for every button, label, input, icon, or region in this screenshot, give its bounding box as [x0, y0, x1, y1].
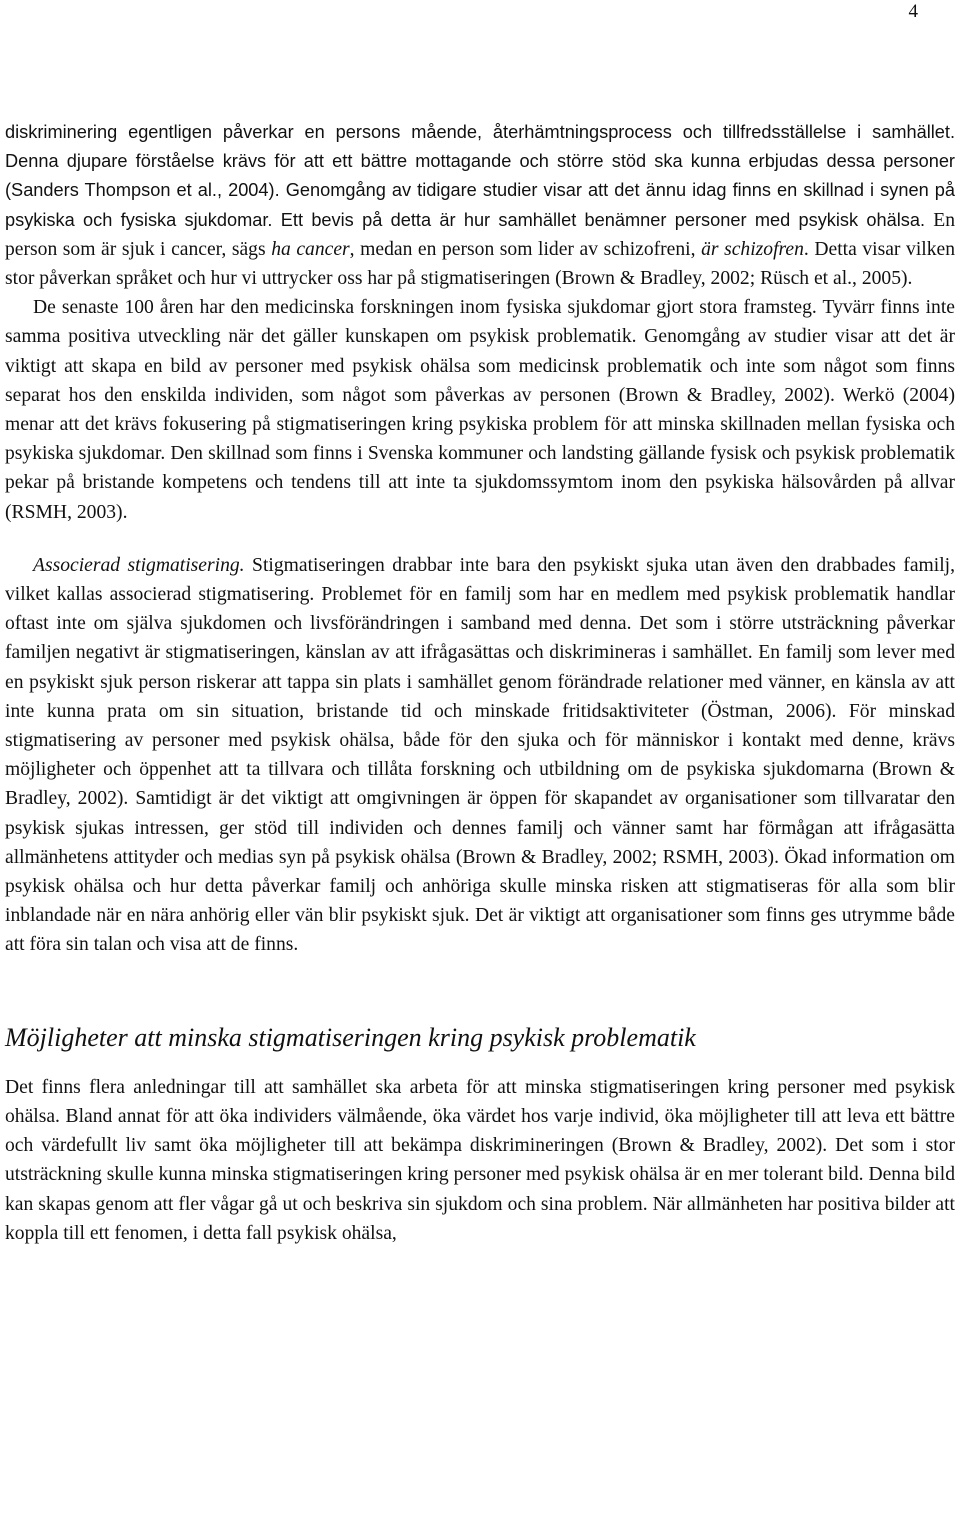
paragraph-text: En person som är sjuk i cancer, sägs [5, 209, 955, 260]
section-heading: Möjligheter att minska stigmatiseringen kring psykisk problematik [5, 1022, 696, 1052]
paragraph-text: diskriminering egentligen påverkar en persons mående, återhämtningsprocess och tillfredsställelse i samhället. Denna djupare förståelse krävs för att ett bättre mottagande och större stöd ska kunna erbjudas dessa personer (Sanders Thompson et al., 2004). Genomgång av tidigare studier visar att det ännu idag finns en skillnad i synen på psykiska och fysiska sjukdomar. Ett bevis på detta är hur samhället benämner personer med psykisk ohälsa. [5, 122, 955, 230]
document-body [5, 118, 955, 1248]
emphasis-text: ha cancer [271, 238, 350, 260]
paragraph-reduce-stigma: Det finns flera anledningar till att samhället ska arbeta för att minska stigmatiseringen kring personer med psykisk ohälsa. Bland annat för att öka individers välmående, öka värdet hos varje individ, öka möjligheter till att leva ett bättre och värdefullt liv samt öka möjligheter till att bekämpa diskrimineringen (Brown & Bradley, 2002). Det som i stor utsträckning skulle kunna minska stigmatiseringen kring personer med psykisk ohälsa är en mer tolerant bild. Denna bild kan skapas genom att fler vågar gå ut och beskriva sin sjukdom och sina problem. När allmänheten har positiva bilder att koppla till ett fenomen, i detta fall psykisk ohälsa, [5, 1076, 955, 1244]
paragraph-text: , medan en person som lider av schizofreni, [349, 238, 702, 260]
subsection-title: Associerad stigmatisering. [33, 554, 245, 576]
paragraph-text: . Detta visar vilken stor påverkan språket och hur vi uttrycker oss har på stigmatiseringen (Brown & Bradley, 2002; Rüsch et al., 2005). [5, 238, 956, 290]
paragraph-medical-research: De senaste 100 åren har den medicinska forskningen inom fysiska sjukdomar gjort stora framsteg. Tyvärr finns inte samma positiva utveckling när det gäller kunskapen om psykisk problematik. Genomgång av studier visar att det är viktigt att skapa en bild av personer med psykisk ohälsa som medicinsk problematik och inte som något som finns separat hos den enskilda individen, som något som påverkas av personen (Brown & Bradley, 2002). Werkö (2004) menar att det krävs fokusering på stigmatiseringen kring psykiska problem för att minska skillnaden mellan fysiska och psykiska sjukdomar. Den skillnad som finns i Svenska kommuner och landsting gällande fysisk och psykisk problematik pekar på bristande kompetens och tendens till att inte ta sjukdomssymtom inom den psykiska hälsovården på allvar (RSMH, 2003). [5, 297, 955, 523]
emphasis-text: är schizofren [701, 238, 804, 260]
paragraph-associated-stigma [5, 551, 955, 960]
paragraph-text: Stigmatiseringen drabbar inte bara den psykiskt sjuka utan även den drabbades familj, vilket kallas associerad stigmatisering. Problemet för en familj som har en medlem med psykisk problematik handlar oftast inte om själva sjukdomen och livsförändringen i samband med denna. Det som i större utsträckning påverkar familjen negativt är stigmatiseringen, känslan av att ifrågasättas och diskrimineras i samhället. En familj som lever med en psykiskt sjuk person riskerar att tappa sin plats i samhället genom förändrade relationer med vänner, en känsla av att inte kunna prata om sin situation, bristande tid och minskade fritidsaktiviteter (Östman, 2006). För minskad stigmatisering av personer med psykisk ohälsa, både för den sjuka och för människor i kontakt med denne, krävs möjligheter och öppenhet att ta tillvara och tillåta forskning och utbildning om de psykiska sjukdomarna (Brown & Bradley, 2002). Samtidigt är det viktigt att omgivningen är öppen för skapandet av organisationer som tillvaratar den psykisk sjukas intressen, ger stöd till individen och dennes familj och vänner samt har förmågan att ifrågasätta allmänhetens attityder och medias syn på psykisk ohälsa (Brown & Bradley, 2002; RSMH, 2003). Ökad information om psykisk ohälsa och hur detta påverkar familj och anhöriga skulle minska risken att stigmatiseras för alla som blir inblandade när en nära anhörig eller vän blir psykiskt sjuk. Det är viktigt att organisationer som finns ges utrymme både att föra sin talan och visa att de finns. [5, 554, 956, 956]
paragraph-stigma-language [5, 118, 955, 293]
page-number: 4 [908, 1, 918, 22]
